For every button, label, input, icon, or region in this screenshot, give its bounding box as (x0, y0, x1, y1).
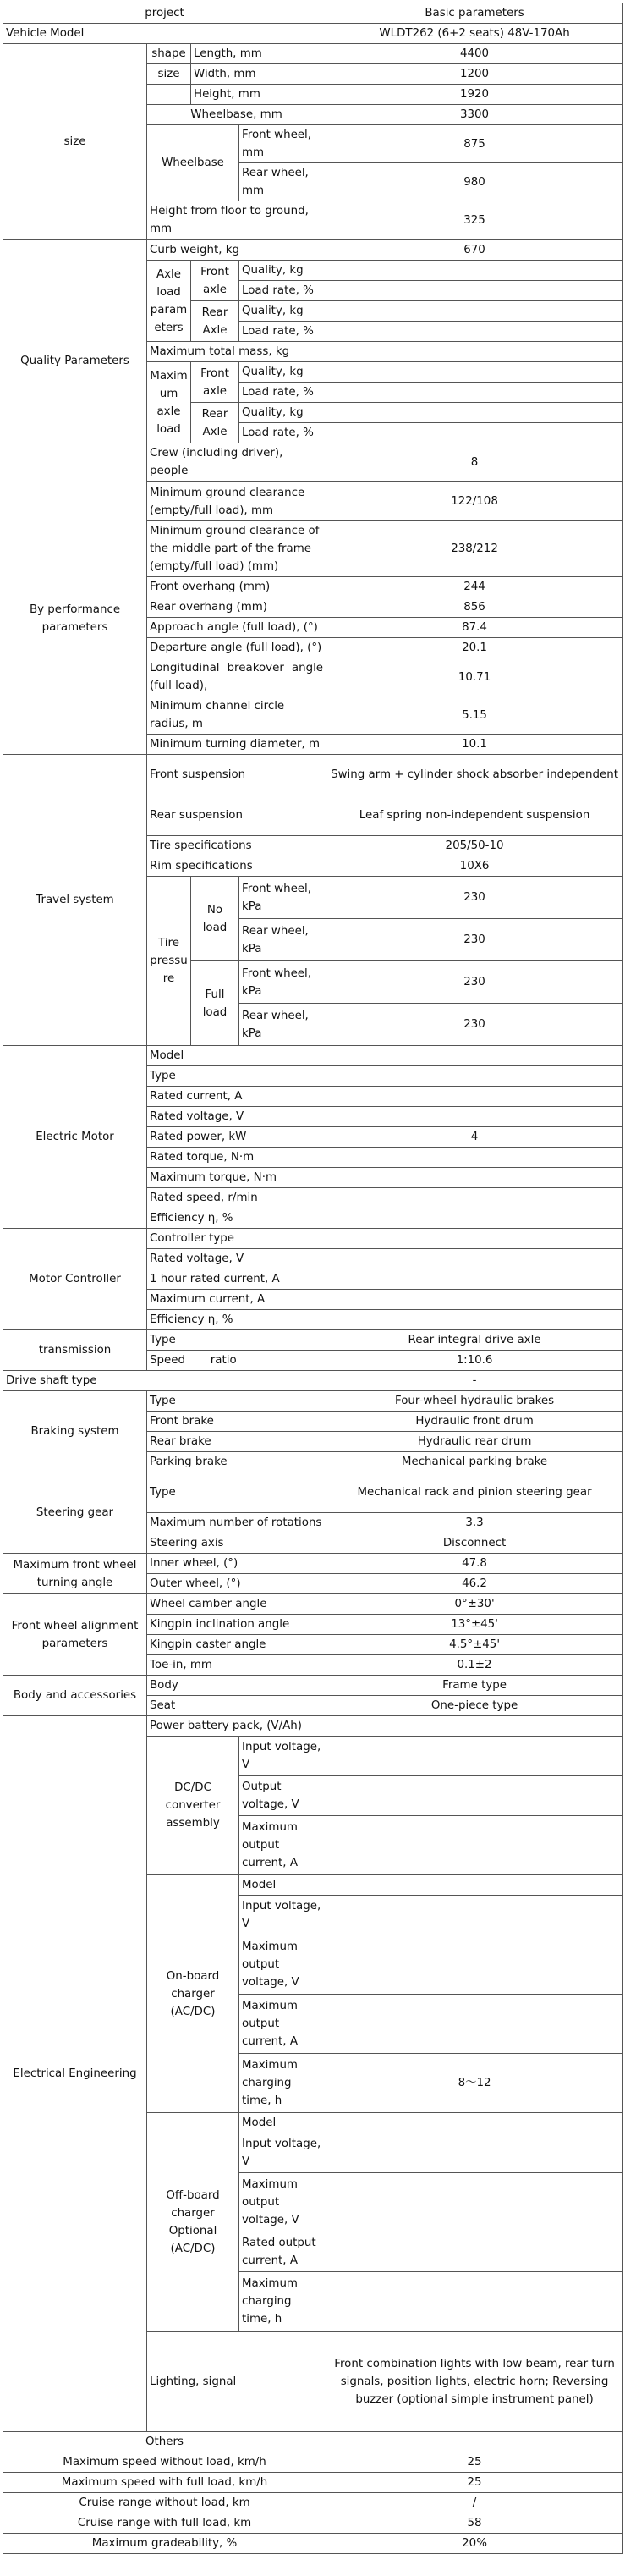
empty-cell (326, 1168, 623, 1188)
onboard-charger-label: On-board charger (AC/DC) (147, 1875, 239, 2113)
cruise-full-load-label: Cruise range with full load, km (3, 2513, 326, 2534)
cruise-full-load-value: 58 (326, 2513, 623, 2534)
length-label: Length, mm (191, 44, 326, 64)
table-row (3, 482, 623, 521)
wheelbase-value: 3300 (326, 105, 623, 125)
max-total-mass-label: Maximum total mass, kg (147, 342, 326, 362)
empty-cell (326, 2133, 623, 2173)
height-label: Height, mm (191, 85, 326, 105)
empty-cell (326, 1046, 623, 1066)
rated-power-label: Rated power, kW (147, 1127, 326, 1148)
front-kpa-label: Front wheel, kPa (239, 877, 326, 919)
pressure-full-load-rear: 230 (326, 1004, 623, 1046)
table-row (3, 2473, 623, 2493)
table-row (3, 24, 623, 44)
drive-shaft-label: Drive shaft type (3, 1371, 326, 1391)
empty-cell (326, 342, 623, 362)
size-sub-label: size (147, 64, 191, 85)
motor-type-label: Type (147, 1066, 326, 1087)
battery-label: Power battery pack, (V/Ah) (147, 1716, 326, 1737)
gradeability-value: 20% (326, 2534, 623, 2554)
vehicle-model-value: WLDT262 (6+2 seats) 48V-170Ah (326, 24, 623, 44)
cruise-no-load-label: Cruise range without load, km (3, 2493, 326, 2513)
departure-label: Departure angle (full load), (°) (147, 638, 326, 658)
parking-brake-label: Parking brake (147, 1452, 326, 1472)
onboard-max-charging-time: Maximum charging time, h (239, 2054, 326, 2113)
charging-time-value: 8～12 (326, 2054, 623, 2113)
max-speed-no-load-label: Maximum speed without load, km/h (3, 2452, 326, 2473)
max-torque-label: Maximum torque, N·m (147, 1168, 326, 1188)
body-label: Body (147, 1676, 326, 1696)
header-basic-parameters: Basic parameters (326, 3, 623, 24)
dcdc-label: DC/DC converter assembly (147, 1737, 239, 1875)
section-motor-controller: Motor Controller (3, 1229, 147, 1330)
section-body: Body and accessories (3, 1676, 147, 1716)
axle-load-rear-axle: Rear Axle (191, 301, 239, 342)
min-ground-label: Minimum ground clearance (empty/full load), mm (147, 482, 326, 521)
section-transmission: transmission (3, 1330, 147, 1371)
seat-value: One-piece type (326, 1696, 623, 1716)
transmission-type-label: Type (147, 1330, 326, 1351)
header-project: project (3, 3, 326, 24)
front-wheel-value: 875 (326, 125, 623, 163)
rated-power-value: 4 (326, 1127, 623, 1148)
front-suspension-label: Front suspension (147, 755, 326, 795)
table-row (3, 755, 623, 795)
rear-overhang-value: 856 (326, 597, 623, 618)
offboard-max-output-voltage: Maximum output voltage, V (239, 2173, 326, 2232)
empty-cell (147, 85, 191, 105)
section-quality: Quality Parameters (3, 240, 147, 482)
inner-wheel-value: 47.8 (326, 1554, 623, 1574)
wheelbase-group: Wheelbase (147, 125, 239, 201)
steering-axis-value: Disconnect (326, 1533, 623, 1554)
front-brake-label: Front brake (147, 1412, 326, 1432)
empty-cell (326, 1875, 623, 1896)
rear-overhang-label: Rear overhang (mm) (147, 597, 326, 618)
table-row (3, 1716, 623, 1737)
vehicle-model-label: Vehicle Model (3, 24, 326, 44)
approach-label: Approach angle (full load), (°) (147, 618, 326, 638)
quality-kg-label: Quality, kg (239, 362, 326, 383)
rear-wheel-label: Rear wheel, mm (239, 163, 326, 201)
section-travel: Travel system (3, 755, 147, 1046)
empty-cell (326, 1229, 623, 1249)
speed-ratio-label: Speed ratio (147, 1351, 326, 1371)
empty-cell (326, 1935, 623, 1995)
table-row (3, 2534, 623, 2554)
empty-cell (326, 1776, 623, 1816)
drive-shaft-value: - (326, 1371, 623, 1391)
empty-cell (326, 322, 623, 342)
dcdc-output-voltage: Output voltage, V (239, 1776, 326, 1816)
camber-value: 0°±30' (326, 1594, 623, 1615)
motor-efficiency-label: Efficiency η, % (147, 1208, 326, 1229)
empty-cell (326, 423, 623, 443)
departure-value: 20.1 (326, 638, 623, 658)
dcdc-max-output-current: Maximum output current, A (239, 1816, 326, 1875)
table-row (3, 1046, 623, 1066)
dcdc-input-voltage: Input voltage, V (239, 1737, 326, 1776)
camber-label: Wheel camber angle (147, 1594, 326, 1615)
empty-cell (326, 2173, 623, 2232)
empty-cell (326, 2272, 623, 2331)
front-wheel-label: Front wheel, mm (239, 125, 326, 163)
steering-axis-label: Steering axis (147, 1533, 326, 1554)
axle-load-parameters: Axle load parameters (147, 261, 191, 342)
height-value: 1920 (326, 85, 623, 105)
empty-cell (326, 1310, 623, 1330)
crew-value: 8 (326, 443, 623, 482)
offboard-charger-label: Off-board charger Optional (AC/DC) (147, 2113, 239, 2332)
empty-cell (326, 1208, 623, 1229)
floor-height-label: Height from floor to ground, mm (147, 201, 326, 239)
section-alignment: Front wheel alignment parameters (3, 1594, 147, 1676)
table-row (3, 3, 623, 24)
section-steering: Steering gear (3, 1472, 147, 1554)
turning-value: 10.1 (326, 735, 623, 755)
min-ground-mid-label: Minimum ground clearance of the middle part of the frame (empty/full load) (mm) (147, 521, 326, 577)
others-label: Others (3, 2432, 326, 2452)
rim-spec-value: 10X6 (326, 856, 623, 877)
table-row (3, 1330, 623, 1351)
toe-in-label: Toe-in, mm (147, 1655, 326, 1676)
onboard-model: Model (239, 1875, 326, 1896)
toe-in-value: 0.1±2 (326, 1655, 623, 1676)
table-row (3, 2452, 623, 2473)
steering-type-label: Type (147, 1472, 326, 1513)
floor-height-value: 325 (326, 201, 623, 239)
length-value: 4400 (326, 44, 623, 64)
empty-cell (326, 1249, 623, 1269)
tire-spec-label: Tire specifications (147, 836, 326, 856)
section-electric-motor: Electric Motor (3, 1046, 147, 1229)
empty-cell (326, 1087, 623, 1107)
pressure-no-load-rear: 230 (326, 919, 623, 961)
brake-type-value: Four-wheel hydraulic brakes (326, 1391, 623, 1412)
table-row (3, 1594, 623, 1615)
outer-wheel-value: 46.2 (326, 1574, 623, 1594)
table-row (3, 240, 623, 261)
empty-cell (326, 1107, 623, 1127)
table-row (3, 1229, 623, 1249)
empty-cell (326, 2113, 623, 2133)
table-row (3, 44, 623, 64)
empty-cell (326, 1737, 623, 1776)
rear-brake-value: Hydraulic rear drum (326, 1432, 623, 1452)
seat-label: Seat (147, 1696, 326, 1716)
table-row (3, 2432, 623, 2452)
empty-cell (326, 1066, 623, 1087)
speed-ratio-value: 1:10.6 (326, 1351, 623, 1371)
brake-type-label: Type (147, 1391, 326, 1412)
empty-cell (326, 1816, 623, 1875)
rotations-value: 3.3 (326, 1513, 623, 1533)
no-load-label: No load (191, 877, 239, 961)
hour-current-label: 1 hour rated current, A (147, 1269, 326, 1290)
width-value: 1200 (326, 64, 623, 85)
lighting-value: Front combination lights with low beam, rear turn signals, position lights, electric horn; Reversing buzzer (optional simple instrument panel) (326, 2332, 623, 2432)
max-axle-load: Maximum axle load (147, 362, 191, 443)
empty-cell (326, 1716, 623, 1737)
onboard-input-voltage: Input voltage, V (239, 1896, 326, 1935)
controller-max-current-label: Maximum current, A (147, 1290, 326, 1310)
quality-kg-label: Quality, kg (239, 301, 326, 322)
max-axle-rear-axle: Rear Axle (191, 403, 239, 443)
empty-cell (326, 2432, 623, 2452)
lighting-label: Lighting, signal (147, 2332, 326, 2432)
controller-voltage-label: Rated voltage, V (147, 1249, 326, 1269)
rear-suspension-label: Rear suspension (147, 795, 326, 836)
empty-cell (326, 261, 623, 281)
empty-cell (326, 403, 623, 423)
front-overhang-value: 244 (326, 577, 623, 597)
quality-kg-label: Quality, kg (239, 261, 326, 281)
parking-brake-value: Mechanical parking brake (326, 1452, 623, 1472)
controller-type-label: Controller type (147, 1229, 326, 1249)
controller-efficiency-label: Efficiency η, % (147, 1310, 326, 1330)
empty-cell (326, 301, 623, 322)
section-turning-angle: Maximum front wheel turning angle (3, 1554, 147, 1594)
table-row (3, 2513, 623, 2534)
motor-model-label: Model (147, 1046, 326, 1066)
empty-cell (326, 1896, 623, 1935)
offboard-rated-output-current: Rated output current, A (239, 2232, 326, 2272)
channel-label: Minimum channel circle radius, m (147, 696, 326, 735)
quality-kg-label: Quality, kg (239, 403, 326, 423)
breakover-label: Longitudinal breakover angle (full load), (147, 658, 326, 696)
table-row (3, 1472, 623, 1513)
section-performance: By performance parameters (3, 482, 147, 755)
kingpin-caster-label: Kingpin caster angle (147, 1635, 326, 1655)
front-brake-value: Hydraulic front drum (326, 1412, 623, 1432)
full-load-label: Full load (191, 961, 239, 1046)
rear-kpa-label: Rear wheel, kPa (239, 1004, 326, 1046)
empty-cell (326, 2232, 623, 2272)
max-speed-no-load-value: 25 (326, 2452, 623, 2473)
table-row (3, 1391, 623, 1412)
offboard-max-charging-time: Maximum charging time, h (239, 2272, 326, 2331)
front-kpa-label: Front wheel, kPa (239, 961, 326, 1004)
offboard-model: Model (239, 2113, 326, 2133)
empty-cell (326, 281, 623, 301)
spec-table (3, 3, 623, 2554)
rated-torque-label: Rated torque, N·m (147, 1148, 326, 1168)
offboard-input-voltage: Input voltage, V (239, 2133, 326, 2173)
onboard-max-output-current: Maximum output current, A (239, 1995, 326, 2054)
curb-weight-label: Curb weight, kg (147, 240, 326, 261)
width-label: Width, mm (191, 64, 326, 85)
rated-voltage-label: Rated voltage, V (147, 1107, 326, 1127)
wheelbase-label: Wheelbase, mm (147, 105, 326, 125)
rim-spec-label: Rim specifications (147, 856, 326, 877)
front-suspension-value: Swing arm + cylinder shock absorber independent (326, 755, 623, 795)
approach-value: 87.4 (326, 618, 623, 638)
empty-cell (326, 362, 623, 383)
steering-type-value: Mechanical rack and pinion steering gear (326, 1472, 623, 1513)
table-row (3, 1371, 623, 1391)
kingpin-caster-value: 4.5°±45' (326, 1635, 623, 1655)
table-row (3, 1554, 623, 1574)
axle-load-front-axle: Front axle (191, 261, 239, 301)
max-axle-front-axle: Front axle (191, 362, 239, 403)
load-rate-label: Load rate, % (239, 281, 326, 301)
front-overhang-label: Front overhang (mm) (147, 577, 326, 597)
load-rate-label: Load rate, % (239, 383, 326, 403)
kingpin-inclination-label: Kingpin inclination angle (147, 1615, 326, 1635)
empty-cell (326, 1290, 623, 1310)
kingpin-inclination-value: 13°±45' (326, 1615, 623, 1635)
rear-wheel-value: 980 (326, 163, 623, 201)
rotations-label: Maximum number of rotations (147, 1513, 326, 1533)
pressure-full-load-front: 230 (326, 961, 623, 1004)
min-ground-value: 122/108 (326, 482, 623, 521)
onboard-max-output-voltage: Maximum output voltage, V (239, 1935, 326, 1995)
rear-brake-label: Rear brake (147, 1432, 326, 1452)
max-speed-full-load-label: Maximum speed with full load, km/h (3, 2473, 326, 2493)
shape-label: shape (147, 44, 191, 64)
section-size: size (3, 44, 147, 240)
empty-cell (326, 1995, 623, 2054)
load-rate-label: Load rate, % (239, 423, 326, 443)
body-value: Frame type (326, 1676, 623, 1696)
rear-suspension-value: Leaf spring non-independent suspension (326, 795, 623, 836)
rated-speed-label: Rated speed, r/min (147, 1188, 326, 1208)
load-rate-label: Load rate, % (239, 322, 326, 342)
curb-weight-value: 670 (326, 240, 623, 261)
min-ground-mid-value: 238/212 (326, 521, 623, 577)
section-electrical: Electrical Engineering (3, 1716, 147, 2432)
inner-wheel-label: Inner wheel, (°) (147, 1554, 326, 1574)
empty-cell (326, 1148, 623, 1168)
cruise-no-load-value: / (326, 2493, 623, 2513)
transmission-type-value: Rear integral drive axle (326, 1330, 623, 1351)
tire-pressure-label: Tire pressure (147, 877, 191, 1046)
channel-value: 5.15 (326, 696, 623, 735)
empty-cell (326, 1269, 623, 1290)
gradeability-label: Maximum gradeability, % (3, 2534, 326, 2554)
rated-current-label: Rated current, A (147, 1087, 326, 1107)
empty-cell (326, 1188, 623, 1208)
pressure-no-load-front: 230 (326, 877, 623, 919)
section-braking: Braking system (3, 1391, 147, 1472)
crew-label: Crew (including driver), people (147, 443, 326, 482)
tire-spec-value: 205/50-10 (326, 836, 623, 856)
table-row (3, 2493, 623, 2513)
outer-wheel-label: Outer wheel, (°) (147, 1574, 326, 1594)
rear-kpa-label: Rear wheel, kPa (239, 919, 326, 961)
turning-label: Minimum turning diameter, m (147, 735, 326, 755)
max-speed-full-load-value: 25 (326, 2473, 623, 2493)
empty-cell (326, 383, 623, 403)
breakover-value: 10.71 (326, 658, 623, 696)
table-row (3, 1676, 623, 1696)
